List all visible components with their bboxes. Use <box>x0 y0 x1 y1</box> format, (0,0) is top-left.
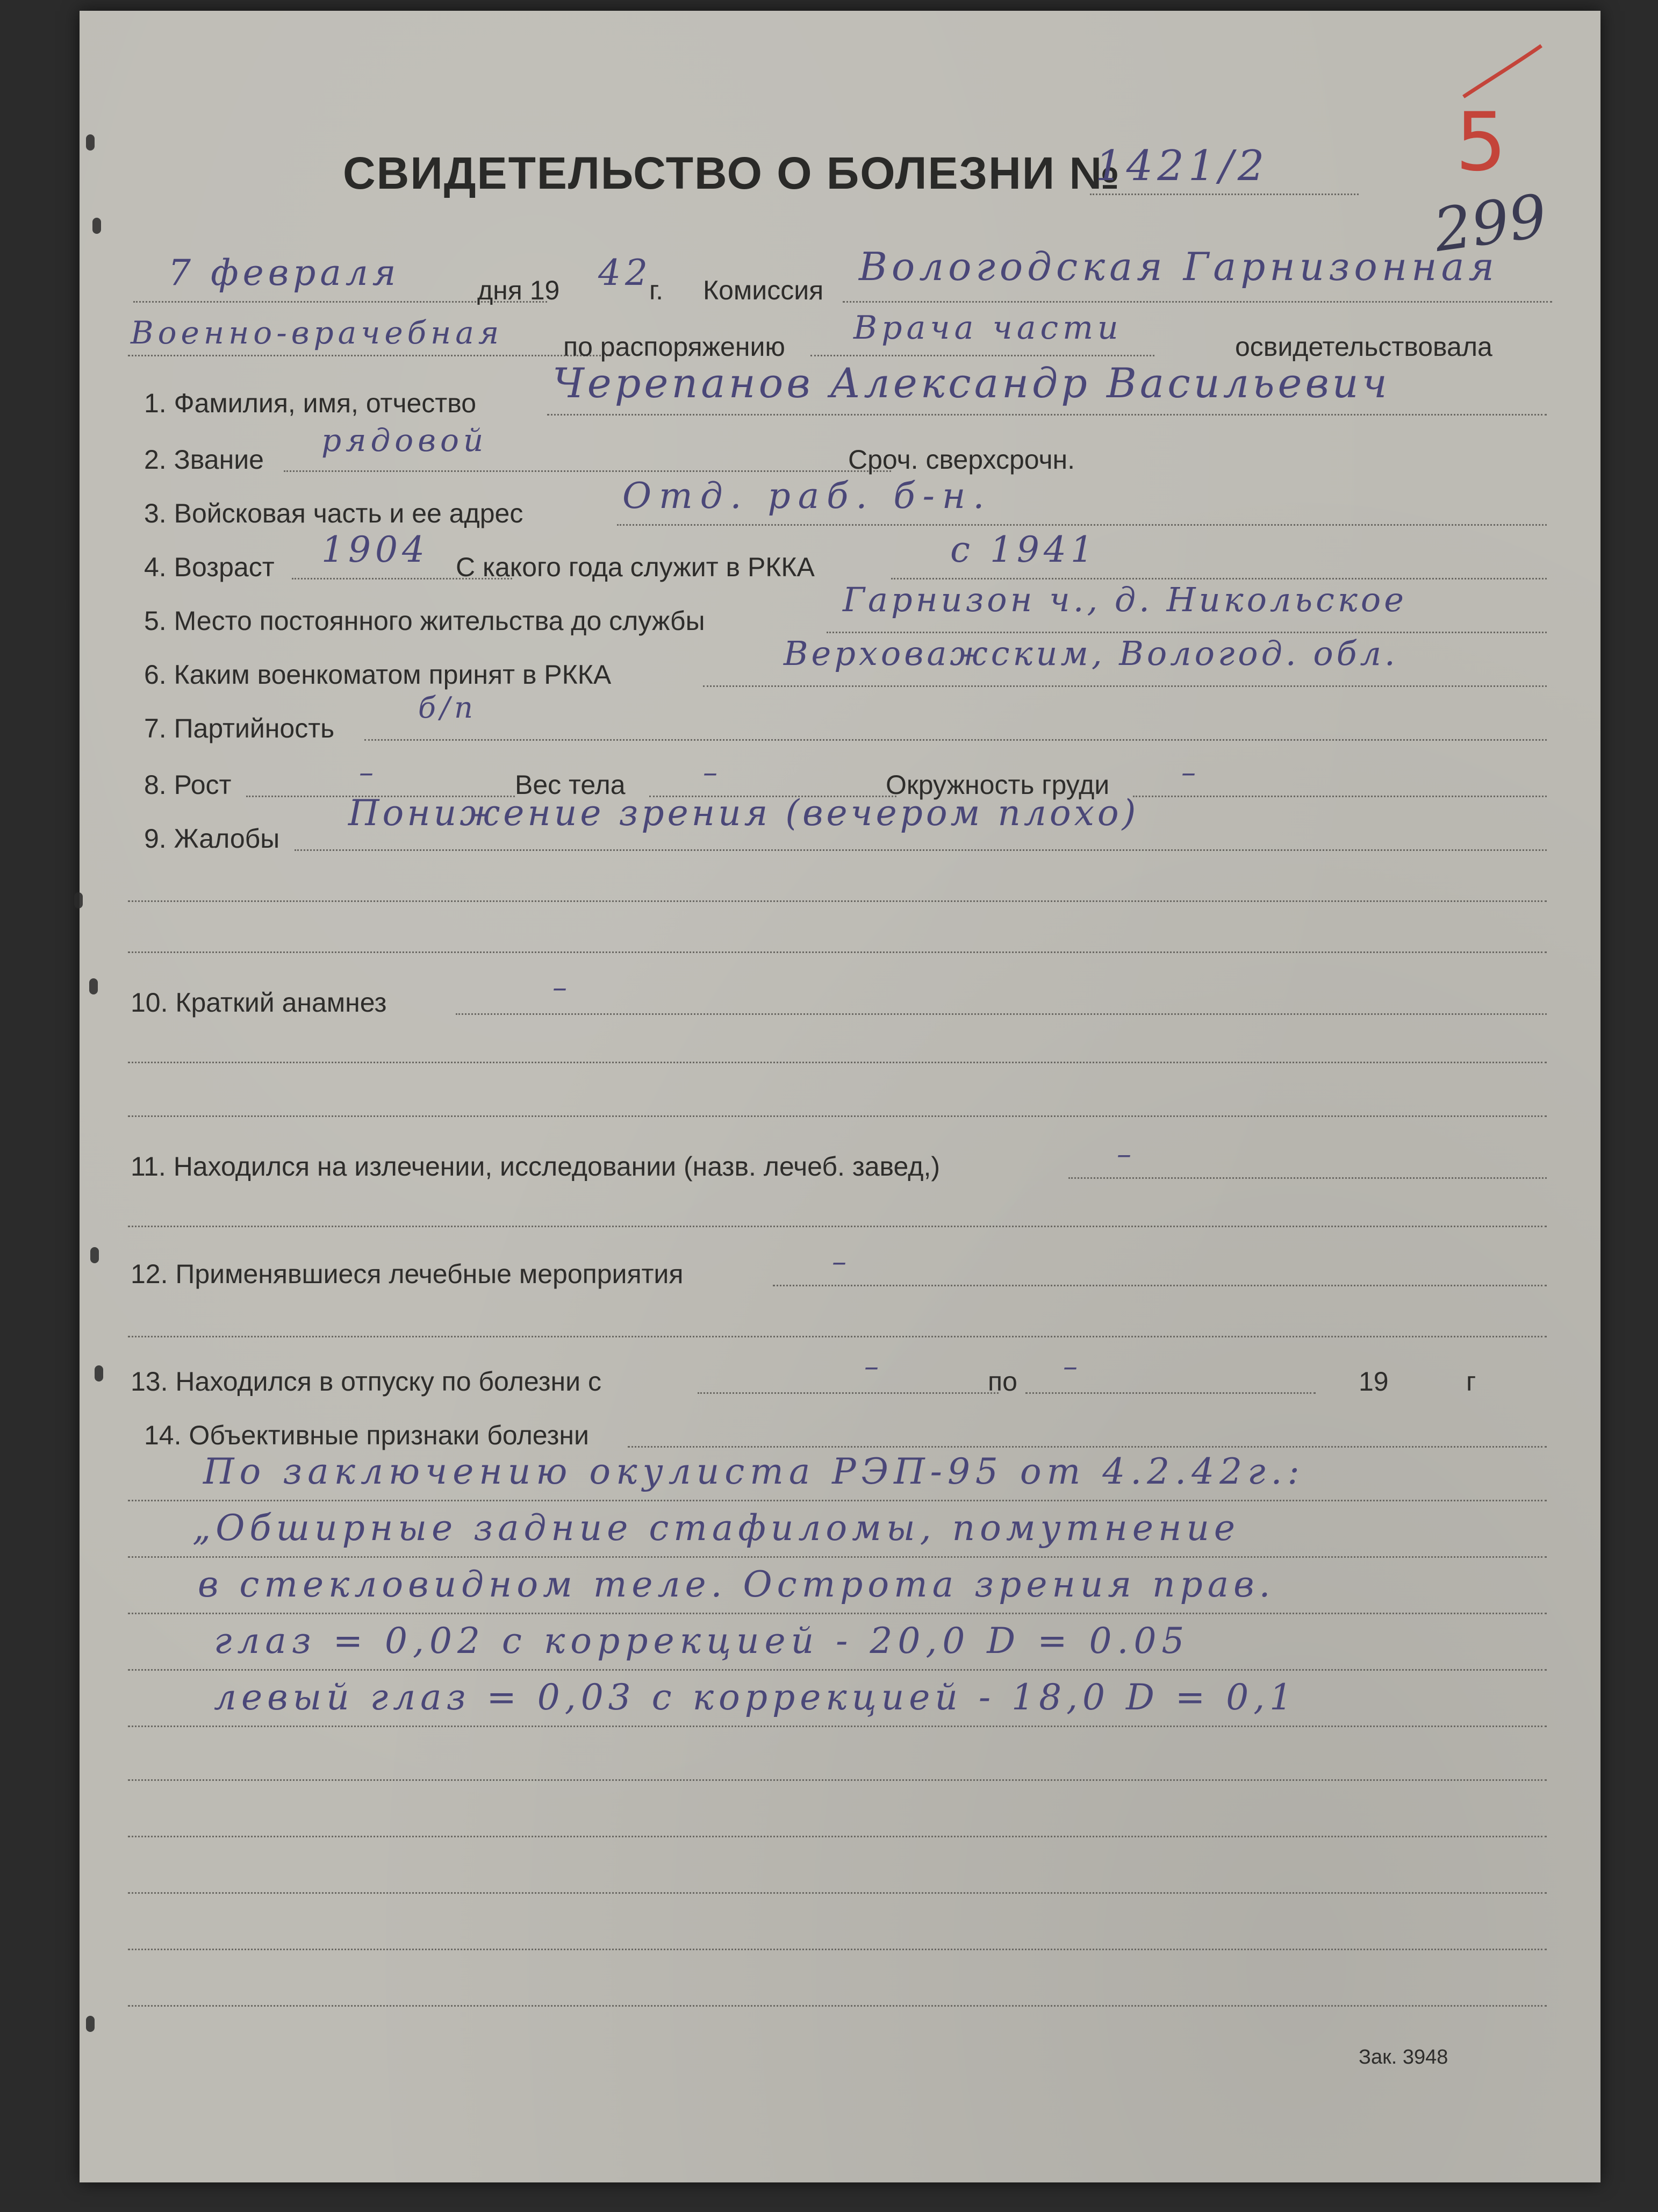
document-title: СВИДЕТЕЛЬСТВО О БОЛЕЗНИ № <box>343 148 1121 198</box>
field-5-value: Гарнизон ч., д. Никольское <box>843 580 1407 619</box>
objective-signs-line-3: в стекловидном теле. Острота зрения прав. <box>198 1564 1275 1605</box>
field-4-label: 4. Возраст <box>144 552 275 582</box>
order-label: по распоряжению <box>563 332 785 362</box>
date-value: 7 февраля <box>168 252 400 293</box>
field-2-suffix: Сроч. сверхсрочн. <box>848 445 1075 475</box>
field-13-value: – <box>864 1349 883 1383</box>
field-8-value-3: – <box>1181 755 1200 789</box>
punch-hole <box>95 1365 103 1381</box>
certified-label: освидетельствовала <box>1235 332 1492 362</box>
field-9-value: Понижение зрения (вечером плохо) <box>348 792 1139 834</box>
certificate-sheet <box>80 11 1600 2182</box>
field-8-value-2: – <box>703 755 722 789</box>
field-13-value-2: – <box>1063 1349 1082 1383</box>
field-11-label: 11. Находился на излечении, исследовании (назв. лечеб. завед,) <box>131 1151 940 1182</box>
field-10-value: – <box>552 970 571 1004</box>
punch-hole <box>89 978 98 994</box>
commission-value-2: Военно-врачебная <box>131 314 504 351</box>
field-4-value-2: с 1941 <box>950 529 1097 570</box>
field-1-label: 1. Фамилия, имя, отчество <box>144 388 477 418</box>
field-13-year: 19 <box>1359 1366 1389 1397</box>
field-12-label: 12. Применявшиеся лечебные мероприятия <box>131 1259 684 1289</box>
field-13-mid: по <box>988 1366 1017 1397</box>
field-4-value: 1904 <box>321 529 429 570</box>
year-suffix: г. <box>649 275 664 305</box>
punch-hole <box>90 1247 99 1263</box>
field-9-label: 9. Жалобы <box>144 824 280 854</box>
field-8-value: – <box>359 755 378 789</box>
field-7-label: 7. Партийность <box>144 713 335 743</box>
corner-mark-top: 5 <box>1455 96 1507 189</box>
order-number: Зак. 3948 <box>1359 2046 1448 2068</box>
field-7-value: б/п <box>418 691 477 725</box>
objective-signs-line-1: По заключению окулиста РЭП-95 от 4.2.42г.: <box>203 1451 1305 1492</box>
punch-hole <box>86 2016 95 2032</box>
field-11-value: – <box>1117 1137 1136 1171</box>
field-3-label: 3. Войсковая часть и ее адрес <box>144 498 523 528</box>
punch-hole <box>92 218 101 234</box>
field-13-label: 13. Находился в отпуску по болезни с <box>131 1366 601 1397</box>
field-10-label: 10. Краткий анамнез <box>131 987 387 1018</box>
punch-hole <box>57 597 66 613</box>
field-14-label: 14. Объективные признаки болезни <box>144 1420 589 1450</box>
field-1-value: Черепанов Александр Васильевич <box>552 359 1390 407</box>
field-3-value: Отд. раб. б-н. <box>622 475 992 517</box>
red-check-mark <box>1461 43 1547 102</box>
field-12-value: – <box>832 1244 851 1278</box>
document-number: 1421/2 <box>1095 142 1269 190</box>
year-value: 42 <box>598 252 652 293</box>
day-label: дня 19 <box>477 275 560 305</box>
field-2-label: 2. Звание <box>144 445 264 475</box>
objective-signs-line-5: левый глаз = 0,03 с коррекцией - 18,0 D = 0,1 <box>214 1677 1297 1718</box>
field-6-value: Верховажским, Вологод. обл. <box>784 634 1398 673</box>
field-8-mid: Вес тела <box>515 770 626 800</box>
punch-hole <box>86 134 95 151</box>
commission-value: Вологодская Гарнизонная <box>859 244 1499 289</box>
commission-label: Комиссия <box>703 275 824 305</box>
punch-hole <box>74 892 83 908</box>
objective-signs-line-2: „Обширные задние стафиломы, помутнение <box>192 1507 1240 1549</box>
field-2-value: рядовой <box>321 422 488 459</box>
field-13-g: г <box>1466 1366 1476 1397</box>
order-value: Врача части <box>853 309 1123 347</box>
field-4-mid: С какого года служит в РККА <box>456 552 815 582</box>
field-8-end: Окружность груди <box>886 770 1110 800</box>
field-5-label: 5. Место постоянного жительства до службы <box>144 606 705 636</box>
field-8-label: 8. Рост <box>144 770 232 800</box>
field-6-label: 6. Каким военкоматом принят в РККА <box>144 660 612 690</box>
objective-signs-line-4: глаз = 0,02 с коррекцией - 20,0 D = 0.05 <box>214 1620 1190 1662</box>
corner-mark-bottom: 299 <box>1430 181 1551 265</box>
